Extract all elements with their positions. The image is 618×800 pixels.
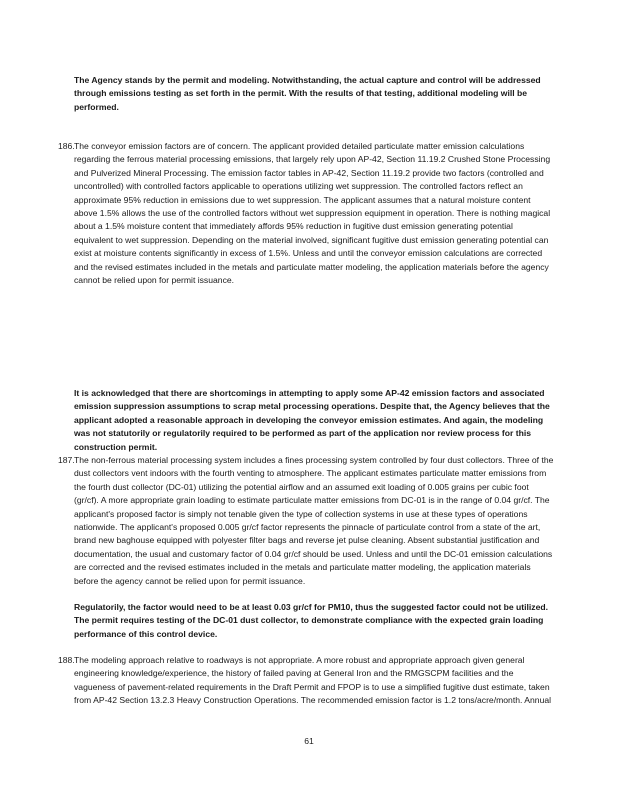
page-number: 61 bbox=[304, 736, 314, 746]
agency-response-paragraph: It is acknowledged that there are shortcomings in attempting to apply some AP-42 emission factors and associated emission suppression assumptions to scrap metal processing operations. Despite that, the Agency believes that the applicant adopted a reasonable approach in developing the conveyor emission estimates. And again, the modeling was not statutorily or regulatorily required to be performed as part of the application nor review process for this construction permit. bbox=[74, 388, 550, 452]
comment-text: The modeling approach relative to roadways is not appropriate. A more robust and appropriate approach given general engineering knowledge/experience, the history of failed paving at General Iron and the RMGSCPM facilities and the vagueness of pavement-related requirements in the Draft Permit and FPOP is to use a simplified fugitive dust estimate, taken from AP-42 Section 13.2.3 Heavy Construction Operations. The recommended emission factor is 1.2 tons/acre/month. Annual bbox=[74, 655, 552, 706]
comment-text: The non-ferrous material processing system includes a fines processing system controlled by four dust collectors. Three of the dust collectors vent indoors with the fourth venting to atmosphere. The applicant estimates particulate matter emissions from the fourth dust collector (DC-01) utilizing the potential airflow and an assumed exit loading of 0.005 grains per cubic foot (gr/cf). A more appropriate grain loading to estimate particulate matter emissions from DC-01 is in the range of 0.04 gr/cf. The applicant's proposed factor is simply not tenable given the type of collection systems in use at these types of operations nationwide. The applicant's proposed 0.005 gr/cf factor represents the pinnacle of particulate control from a state of the art, brand new baghouse equipped with polyester filter bags and reverse jet pulse cleaning. Absent substantial justification and documentation, the usual and customary factor of 0.04 gr/cf should be used. Unless and until the DC-01 emission calculations are corrected and the revised estimates included in the metals and particulate matter modeling, the application materials before the agency cannot be relied upon for permit issuance. bbox=[74, 455, 554, 586]
comment-item-188 bbox=[58, 654, 554, 708]
comment-number: 186. bbox=[58, 141, 75, 151]
agency-response-paragraph: Regulatorily, the factor would need to be at least 0.03 gr/cf for PM10, thus the suggested factor could not be utilized. The permit requires testing of the DC-01 dust collector, to demonstrate compliance with the expected grain loading performance of this control device. bbox=[74, 602, 548, 639]
comment-number: 187. bbox=[58, 455, 75, 465]
comment-text: The conveyor emission factors are of concern. The applicant provided detailed particulate matter emission calculations regarding the ferrous material processing emissions, that largely rely upon AP-42, Section 11.19.2 Crushed Stone Processing and Pulverized Mineral Processing. The emission factor tables in AP-42, Section 11.19.2 provide two factors (controlled and uncontrolled) with controlled factors applicable to operations utilizing wet suppression. The controlled factors reflect an approximate 95% reduction in emissions due to wet suppression. The applicant assumes that a natural moisture content above 1.5% allows the use of the controlled factors without wet suppression equipment in operation. There is nothing magical about a 1.5% moisture content that immediately affords 95% reduction in fugitive dust emission generating potential equivalent to wet suppression. Depending on the material involved, significant fugitive dust emission generating potential can exist at moisture contents significantly in excess of 1.5%. Unless and until the conveyor emission calculations are corrected and the revised estimates included in the metals and particulate matter modeling, the application materials before the agency cannot be relied upon for permit issuance. bbox=[74, 141, 551, 286]
comment-item-186 bbox=[58, 140, 554, 287]
comment-number: 188. bbox=[58, 655, 75, 665]
comment-item-187 bbox=[58, 454, 554, 588]
agency-response-paragraph: The Agency stands by the permit and modeling. Notwithstanding, the actual capture and control will be addressed through emissions testing as set forth in the permit. With the results of that testing, additional modeling will be performed. bbox=[74, 75, 541, 112]
